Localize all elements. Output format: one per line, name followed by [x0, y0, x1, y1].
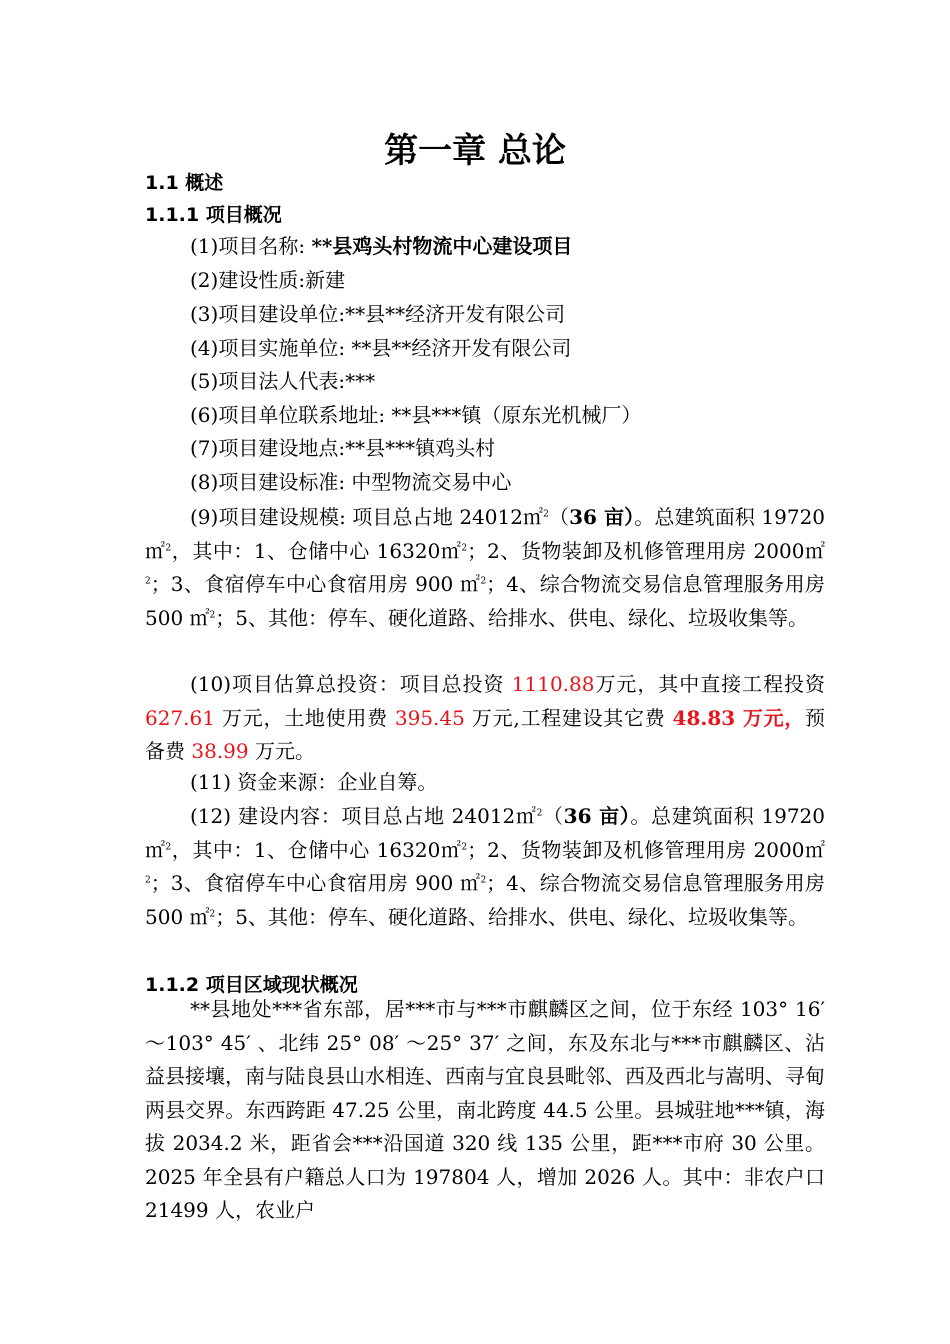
item-project-name-value: **县鸡头村物流中心建设项目: [311, 234, 573, 258]
item-construction-nature: (2)建设性质:新建: [190, 268, 346, 292]
item-legal-representative: (5)项目法人代表:***: [190, 369, 376, 393]
item-contact-address: (6)项目单位联系地址: **县***镇（原东光机械厂）: [190, 403, 642, 427]
region-overview-paragraph: **县地处***省东部，居***市与***市麒麟区之间，位于东经 103° 16′ ～103° 45′ 、北纬 25° 08′ ～25° 37′ 之间，东及东北与***市麒麟区、沾益县接壤，南与陆良县山水相连、西南与宜良县毗邻、西及西北与嵩明、寻甸两县交界。东西跨距 47.25 公里，南北跨度 44.5 公里。县城驻地***镇，海拔 2034.2 米，距省会***沿国道 320 线 135 公里，距***市府 30 公里。2025 年全县有户籍总人口为 197804 人，增加 2026 人。其中：非农户口 21499 人，农业户: [145, 997, 825, 1222]
item-construction-scale: (9)项目建设规模: 项目总占地 24012㎡$^2$（36 亩）。总建筑面积 19720 ㎡$^2$，其中：1、仓储中心 16320㎡$^2$；2、货物装卸及机修管理用房 2000㎡$^2$；3、食宿停车中心食宿用房 900 ㎡$^2$；4、综合物流交易信息管理服务用房 500 ㎡$^2$；5、其他：停车、硬化道路、给排水、供电、绿化、垃圾收集等。: [145, 505, 826, 630]
item-construction-site: (7)项目建设地点:**县***镇鸡头村: [190, 436, 496, 460]
total-investment-value: 1110.88: [511, 672, 595, 696]
item-project-name-label: (1)项目名称:: [190, 234, 312, 258]
other-cost-value: 48.83 万元，: [672, 705, 806, 730]
section-heading-1-1-1: 1.1.1 项目概况: [145, 204, 282, 226]
land-fee-value: 395.45: [394, 705, 465, 730]
item-construction-standard: (8)项目建设标准: 中型物流交易中心: [190, 470, 512, 494]
item-construction-unit: (3)项目建设单位:**县**经济开发有限公司: [190, 302, 566, 326]
section-heading-1-1-2: 1.1.2 项目区域现状概况: [145, 974, 358, 996]
chapter-title: 第一章 总论: [384, 131, 566, 171]
item-funding-source: (11) 资金来源：企业自筹。: [190, 770, 438, 794]
item-construction-content: (12) 建设内容：项目总占地 24012㎡$^2$（36 亩）。总建筑面积 19720 ㎡$^2$，其中：1、仓储中心 16320㎡$^2$；2、货物装卸及机修管理用房 2000㎡$^2$；3、食宿停车中心食宿用房 900 ㎡$^2$；4、综合物流交易信息管理服务用房 500 ㎡$^2$；5、其他：停车、硬化道路、给排水、供电、绿化、垃圾收集等。: [145, 804, 826, 929]
item-total-investment: (10)项目估算总投资：项目总投资 1110.88万元，其中直接工程投资 627.61 万元，土地使用费 395.45 万元,工程建设其它费 48.83 万元，预备费 38.99 万元。: [145, 672, 826, 763]
item-project-name: [190, 232, 572, 260]
section-heading-1-1: 1.1 概述: [145, 172, 224, 194]
reserve-fee-value: 38.99: [191, 739, 249, 763]
direct-cost-value: 627.61: [145, 705, 215, 730]
item-implementing-unit: (4)项目实施单位: **县**经济开发有限公司: [190, 336, 572, 360]
